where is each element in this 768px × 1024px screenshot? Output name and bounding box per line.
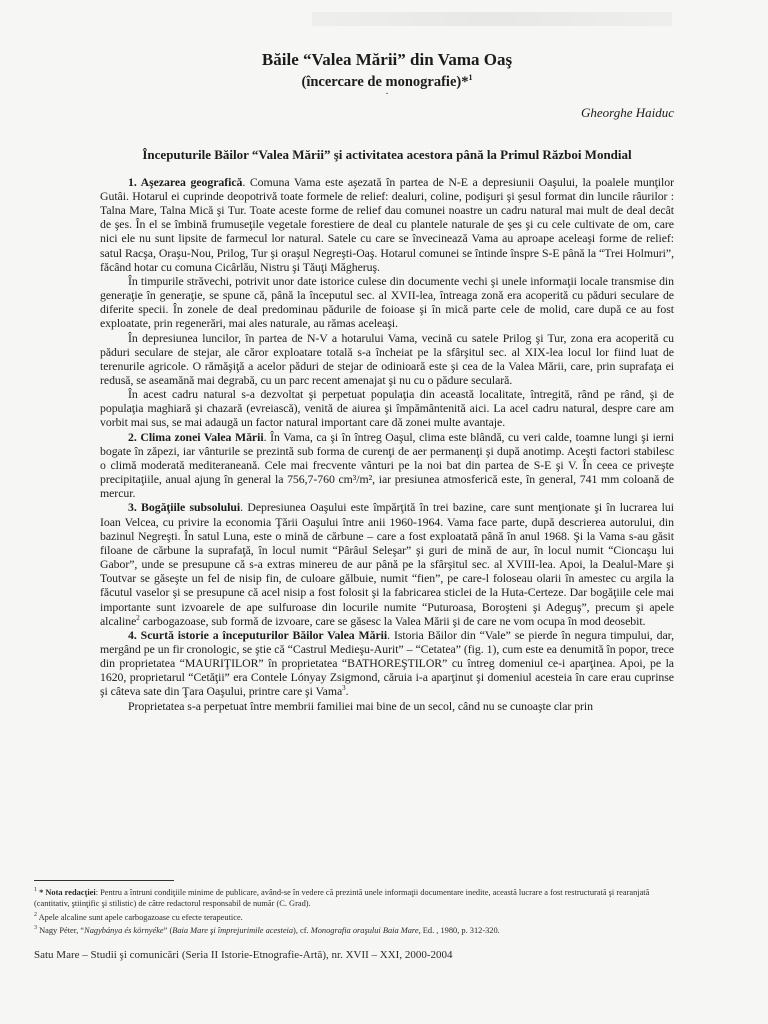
footnote-3-mid1: ” ( [163,925,173,935]
paragraph-2: În timpurile străvechi, potrivit unor date istorice culese din documente vechi şi unele informaţii locale transmise din generaţie în generaţie, se spune că, până la începutul sec. al XVII-lea, întreaga zonă era acoperită cu păduri seculare de diferite specii. În zonele de deal predominau pădurile de foioase şi în mică parte cele de molid, care după ce au fost exploatate, prin regenerări, mai ales naturale, au rămas aceleaşi. [100,273,674,331]
subtitle-footnote-mark: 1 [468,73,473,82]
footnote-3-source: Baia Mare şi împrejurimile acesteia [172,925,294,935]
footnote-3-mark: 3 [34,924,37,931]
footnotes [34,885,682,936]
footnote-2-text: Apele alcaline sunt apele carbogazoase cu efecte terapeutice. [37,912,243,922]
paragraph-6 [100,500,674,627]
article-subtitle [100,69,674,91]
paragraph-1-heading: 1. Aşezarea geografică [128,174,243,189]
body-text [100,175,674,713]
paragraph-3: În depresiunea luncilor, în partea de N-V a hotarului Vama, vecină cu satele Prilog şi Tur, zona era acoperită cu păduri seculare de stejar, ale căror exploatare totală s-a încheiat pe la sfârşitul sec. al XIX-lea locul lor fiind luat de terenurile agricole. O rămăşiţă a acelor păduri de stejar de odinioară este şi cea de la Valea Mării, care, prin suprafaţa ei redusă, se aseamănă mai degrabă, cu un parc recent amenajat şi nu cu o pădure seculară. [100,330,674,388]
footnote-3-mid2: ), cf. [293,925,311,935]
footnote-2 [34,910,682,923]
page-footer: Satu Mare – Studii şi comunicări (Seria II Istorie-Etnografie-Artă), nr. XVII – XXI, 2000-2004 [34,949,453,961]
paragraph-6-heading: 3. Bogăţiile subsolului [128,500,241,515]
footnote-2-mark: 2 [34,911,37,918]
footnote-divider [34,880,174,881]
paragraph-1 [100,175,674,274]
article-body [100,50,674,713]
subtitle-text: (încercare de monografie)* [301,73,469,90]
author-name: Gheorghe Haiduc [580,104,674,120]
footnote-1-mark: 1 [34,887,37,893]
article-title: Băile “Valea Mării” din Vama Oaş [261,50,513,69]
footnote-ref-2: 2 [136,613,140,622]
section-heading: Începuturile Băilor “Valea Mării” şi activitatea acestora până la Primul Război Mondial [142,146,632,162]
footnote-3-title: Nagybánya és környéke [84,925,164,935]
separator-dot: · [385,88,389,100]
footnote-3-monograph: Monografia oraşului Baia Mare [310,925,419,935]
paragraph-7-heading: 4. Scurtă istorie a începuturilor Băilor Valea Mării [128,627,388,642]
paragraph-8: Proprietatea s-a perpetuat între membrii familiei mai bine de un secol, când nu se cunoaşte clar prin [128,698,594,713]
footnote-3 [34,923,682,936]
paragraph-5 [100,430,674,501]
facing-page-bleed [312,12,672,26]
paragraph-6-tail: carbogazoase, sub formă de izvoare, care se găsesc la Valea Mării şi de care ne vom ocupa în mod deosebit. [139,613,646,628]
paragraph-7 [100,628,674,699]
paragraph-6-text: . Depresiunea Oaşului este împărţită în trei bazine, care sunt menţionate şi în lucrarea lui Ioan Velcea, cu privire la economia Ţării Oaşului între anii 1960-1964. Vama face parte, după descrierea autorului, din bazinul Negreşti. În satul Luna, este o mină de cărbune – care a fost exploatată până în anul 1968. Şi la Vama s-au găsit filoane de cărbune la suprafaţă, în locul numit “Pârâul Seleşar” şi guri de mină de aur, în locul numit “Cioncaşu lui Gabor”, unde se presupune că s-a extras minereu de aur până pe la sfârşitul sec. al XVIII-lea. Apoi, la Dealul-Mare şi Toutvar se găseşte un fel de nisip fin, de culoare gălbuie, numit “fien”, pe care-l foloseau olarii în amestec cu argila la făcutul vaselor şi se presupune că acel nisip a fost folosit şi la fabricarea sticlei de la Huta-Certeze. Dar bogăţiile cele mai importante sunt izvoarele de ape sulfuroase din locurile numite “Puturoasa, Boroşteni şi Adeguş”, precum şi apele alcaline [100,500,674,628]
footnote-1-label: * Nota redacţiei [37,887,96,897]
paragraph-7-text: . Istoria Băilor din “Vale” se pierde în negura timpului, dar, mergând pe un fir cronologic, se ştie că “Castrul Medieşu-Aurit” – “Cetatea” (fig. 1), cum este ea denumită în popor, trece din proprietatea “MAURIŢILOR” în proprietatea “BATHOREŞTILOR” cu întreg domeniul ce-i aparţinea. Apoi, pe la 1620, proprietarul “Cetăţii” era Contele Lónyay Zsigmond, căruia i-a aparţinut şi domeniul acesteia în care erau cuprinse şi câteva sate din Ţara Oaşului, printre care şi Vama [100,627,674,699]
paragraph-5-text: . În Vama, ca şi în întreg Oaşul, clima este blândă, cu veri calde, toamne lungi şi ierni bogate în zăpezi, iar vânturile se prezintă sub forma de curenţi de aer permanenţi şi după anotimp. Aceşti factori stabilesc o climă moderată mediteraneană. Cele mai frecvente vânturi pe la noi bat din partea de S-E şi V. În ceea ce priveşte precipitaţiile, anual ajung în general la 756,7-760 cm³/m², iar presiunea atmosferică este, în general, 741 mm coloană de mercur. [100,429,674,501]
footnote-3-end: , Ed. , 1980, p. 312-320. [418,925,500,935]
footnote-1 [34,885,682,910]
paragraph-5-heading: 2. Clima zonei Valea Mării [128,429,264,444]
footnote-3-pre: Nagy Péter, “ [37,925,85,935]
paragraph-4: În acest cadru natural s-a dezvoltat şi perpetuat populaţia din această localitate, întregită, rând pe rând, şi de populaţia maghiară şi chazară (evreiască), venită de aiurea şi împământenită aici. La acel cadru natural, despre care am vorbit mai sus, se mai adaugă un factor natural important care dă zonei multe avantaje. [100,387,674,430]
footnote-1-text: : Pentru a întruni condiţiile minime de publicare, având-se în vedere că prezintă unele informaţii documentare inedite, această lucrare a fost restructurată şi rearanjată (cantitativ, ştiinţific şi stilistic) de către redactorul responsabil de număr (C. Grad). [34,887,650,909]
paragraph-7-tail: . [345,684,349,699]
paragraph-1-text: . Comuna Vama este aşezată în partea de N-E a depresiunii Oaşului, la poalele munţilor Gutâi. Hotarul ei cuprinde deopotrivă toate formele de relief: dealuri, coline, podişuri şi şesul format din luncile râurilor : Talna Mare, Talna Mică şi Tur. Toate aceste forme de relief dau comunei noastre un cadru natural mai mult de deal decât de şes. În el se îmbină frumuseţile vegetale forestiere de deal cu plantele naturale de şes şi cu cele cultivate de om, care nici ele nu sunt lipsite de farmecul lor natural. Satele cu care se învecinează Vama au aproape aceleaşi forme de relief: satul Racşa, Oraşu-Nou, Prilog, Tur şi oraşul Negreşti-Oaş. Hotarul comunei se întinde înspre S-E până la “Trei Holmuri”, făcând hotar cu comuna Cicârlău, Nistru şi Tăuţi Măgheruş. [100,174,674,274]
footnote-ref-3: 3 [342,684,346,693]
